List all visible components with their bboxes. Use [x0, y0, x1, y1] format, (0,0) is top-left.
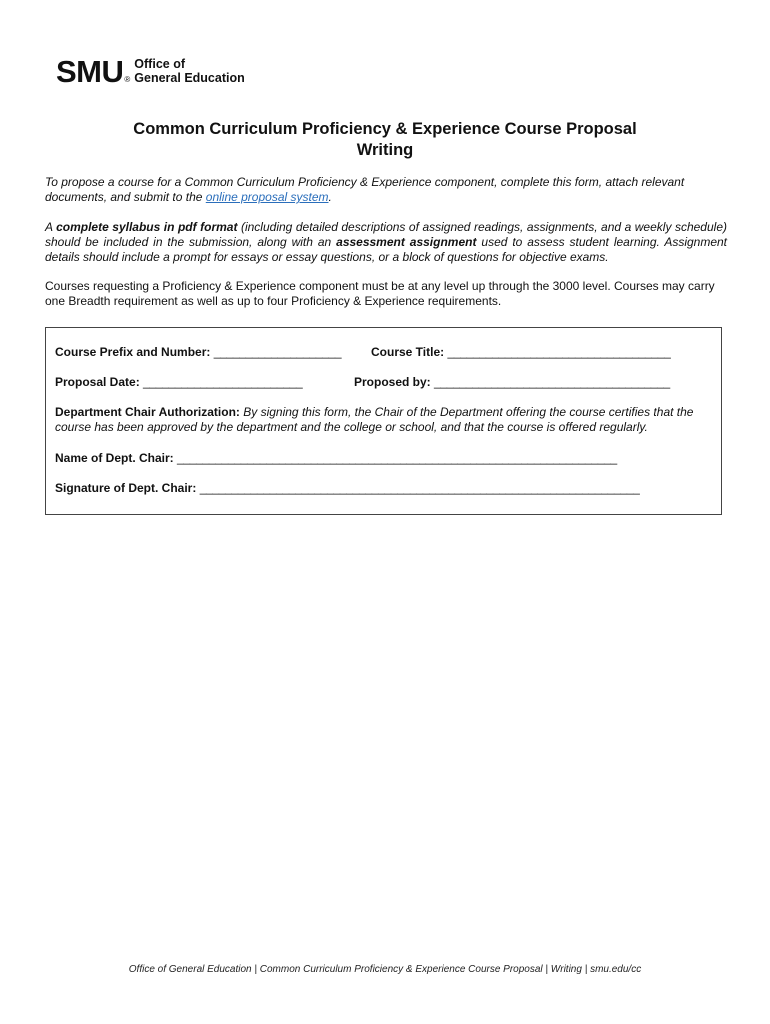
proposed-by-blank[interactable]: _____________________________________ [434, 375, 670, 389]
course-title-label: Course Title: [371, 345, 445, 359]
proposal-date-label: Proposal Date: [55, 375, 140, 389]
intro-p1-end: . [328, 190, 332, 204]
course-prefix-blank[interactable]: ____________________ [213, 345, 342, 359]
proposed-by-field[interactable] [354, 375, 670, 390]
intro-paragraph-3: Courses requesting a Proficiency & Experience component must be at any level up through the 3000 level. Courses may carry one Breadth requirement as well as up to four Proficiency & Experience requirements. [45, 279, 715, 308]
intro-p2-c: used to assess student learning. Assignment details should include a prompt for essays or essay questions, or a block of questions for objective exams. [45, 235, 728, 264]
dept-chair-signature-label: Signature of Dept. Chair: [55, 481, 197, 495]
intro-p1-text: To propose a course for a Common Curriculum Proficiency & Experience component, complete this form, attach relevant documents, and submit to the [45, 175, 685, 204]
logo-text [134, 56, 244, 85]
proposal-date-field[interactable] [55, 375, 302, 390]
intro-p2-b: (including detailed descriptions of assigned readings, assignments, and a weekly schedule) should be included in the submission, along with an [45, 220, 727, 249]
chair-authorization-label: Department Chair Authorization: [55, 405, 240, 419]
dept-chair-signature-field[interactable] [55, 481, 639, 496]
document-title [40, 119, 730, 161]
title-line-2: Writing [356, 141, 414, 159]
dept-chair-name-label: Name of Dept. Chair: [55, 451, 174, 465]
logo-line-2: General Education [134, 71, 245, 85]
dept-chair-name-field[interactable] [55, 451, 617, 466]
intro-paragraph-2 [45, 220, 727, 265]
course-title-blank[interactable]: ___________________________________ [447, 345, 671, 359]
intro-p2-bold-syllabus: complete syllabus in pdf format [56, 220, 238, 234]
dept-chair-name-blank[interactable]: _____________________________________________________________________ [177, 451, 617, 465]
title-line-1: Common Curriculum Proficiency & Experience Course Proposal [133, 120, 637, 138]
course-title-field[interactable] [371, 345, 671, 360]
course-prefix-label: Course Prefix and Number: [55, 345, 211, 359]
page-footer: Office of General Education | Common Curriculum Proficiency & Experience Course Proposal | Writing | smu.edu/cc [128, 964, 642, 975]
proposal-form [45, 327, 722, 515]
intro-p2-bold-assessment: assessment assignment [336, 235, 477, 249]
intro-paragraph-1 [45, 175, 727, 205]
chair-authorization-body: By signing this form, the Chair of the Department offering the course certifies that the course has been approved by the department and the college or school, and that the course is offered regularly. [55, 405, 694, 434]
logo-line-1: Office of [134, 57, 185, 71]
dept-chair-signature-blank[interactable]: _____________________________________________________________________ [199, 481, 640, 495]
logo-mark: SMU [56, 54, 124, 89]
proposed-by-label: Proposed by: [354, 375, 431, 389]
intro-p2-a: A [45, 220, 57, 234]
course-prefix-field[interactable] [55, 345, 341, 360]
logo-registered-mark: ® [124, 75, 131, 84]
proposal-date-blank[interactable]: _________________________ [143, 375, 303, 389]
online-proposal-link[interactable]: online proposal system [205, 190, 329, 204]
chair-authorization-text [55, 405, 710, 435]
smu-logo [56, 56, 245, 87]
